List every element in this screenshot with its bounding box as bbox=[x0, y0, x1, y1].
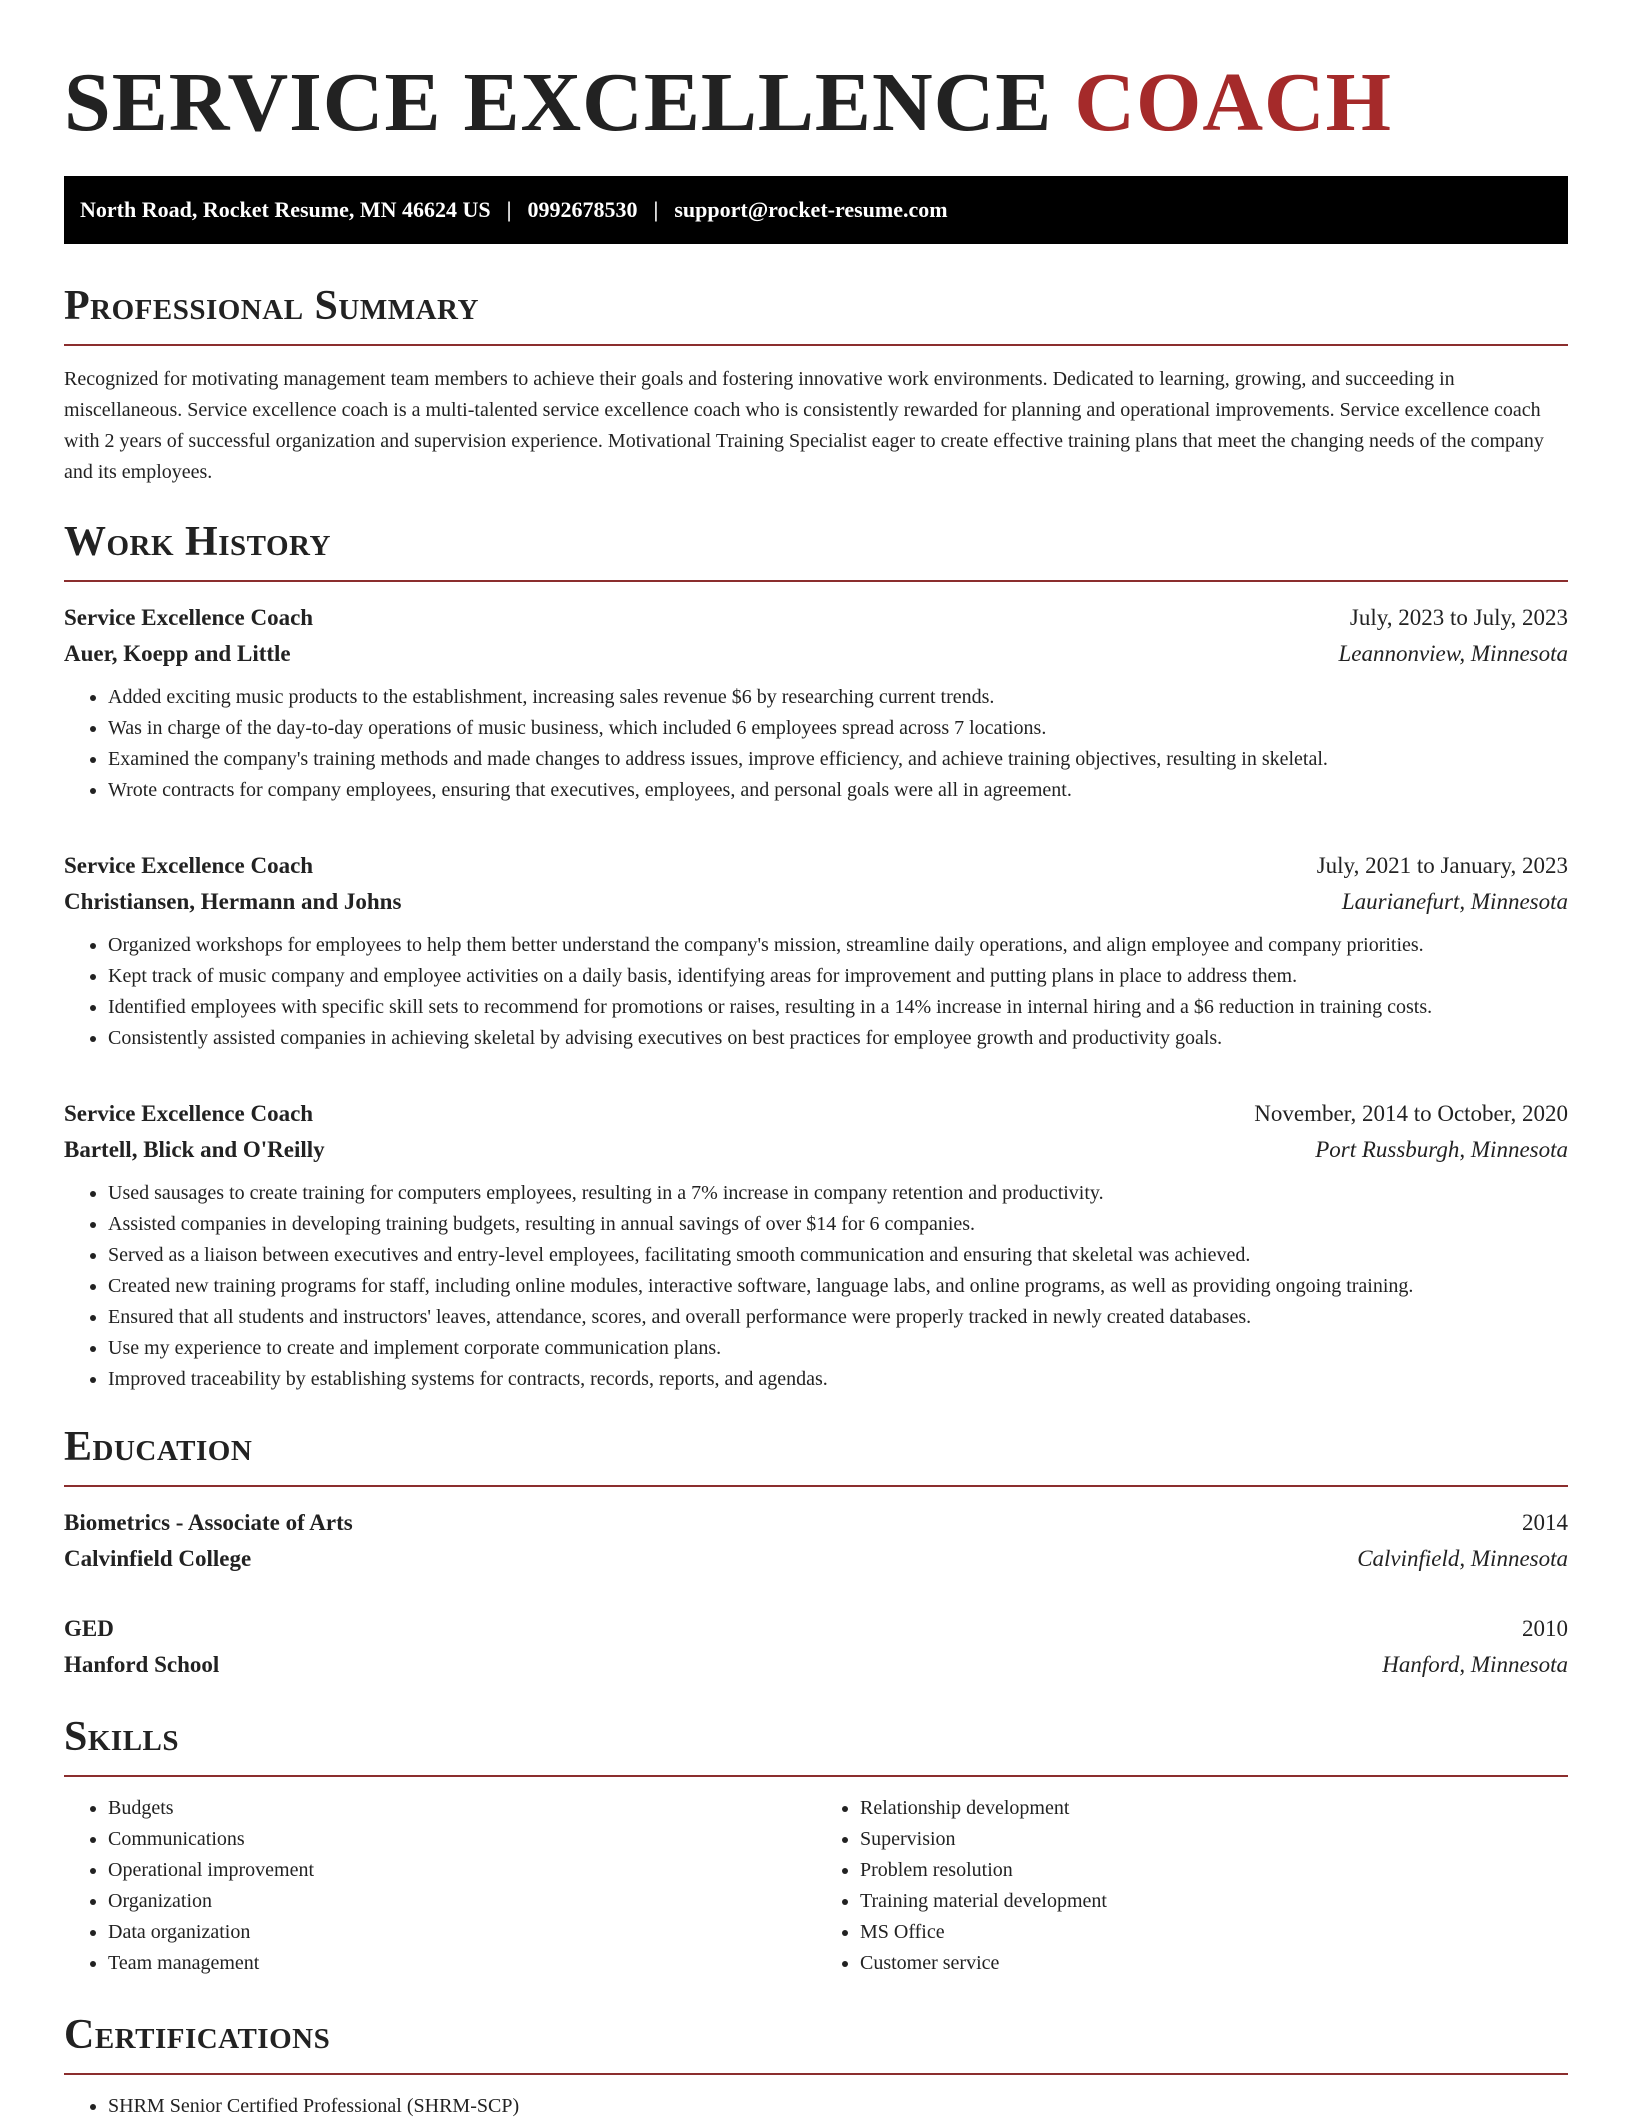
job-bullet: • Assisted companies in developing training budgets, resulting in annual savings of over $14 for 6 companies. bbox=[108, 1209, 1568, 1240]
education-header-row bbox=[64, 1505, 1568, 1541]
job-location: Laurianefurt, Minnesota bbox=[1341, 889, 1568, 914]
job-bullets bbox=[64, 682, 1568, 806]
skill-item: • Communications bbox=[108, 1824, 816, 1855]
job-bullet: • Improved traceability by establishing systems for contracts, records, reports, and agendas. bbox=[108, 1364, 1568, 1395]
skill-item: • MS Office bbox=[860, 1917, 1568, 1948]
education-degree: Biometrics - Associate of Arts bbox=[64, 1510, 353, 1535]
contact-bar bbox=[64, 176, 1568, 244]
section-title-summary: Professional Summary bbox=[64, 280, 1568, 346]
education-year: 2010 bbox=[1522, 1616, 1568, 1641]
section-title-certifications: Certifications bbox=[64, 2009, 1568, 2075]
job-dates: July, 2023 to July, 2023 bbox=[1349, 605, 1568, 630]
job-header-row bbox=[64, 600, 1568, 636]
skill-item: • Organization bbox=[108, 1886, 816, 1917]
summary-text: Recognized for motivating management team members to achieve their goals and fostering innovative work environments. Dedicated to learning, growing, and succeeding in miscellaneous. Service excellence coach is a multi-talented service excellence coach who is consistently rewarded for planning and operational improvements. Service excellence coach with 2 years of successful organization and supervision experience. Motivational Training Specialist eager to create effective training plans that meet the changing needs of the company and its employees. bbox=[64, 368, 1544, 483]
job-header-row bbox=[64, 1096, 1568, 1132]
job-bullet: • Identified employees with specific skill sets to recommend for promotions or raises, resulting in a 14% increase in internal hiring and a $6 reduction in training costs. bbox=[108, 992, 1568, 1023]
job-bullet: • Organized workshops for employees to help them better understand the company's mission, streamline daily operations, and align employee and company priorities. bbox=[108, 930, 1568, 961]
skills-column-right bbox=[816, 1793, 1568, 1979]
skill-item: • Budgets bbox=[108, 1793, 816, 1824]
education-location: Hanford, Minnesota bbox=[1382, 1652, 1568, 1677]
job-bullet: • Used sausages to create training for computers employees, resulting in a 7% increase in company retention and productivity. bbox=[108, 1178, 1568, 1209]
job-bullet: • Wrote contracts for company employees, ensuring that executives, employees, and personal goals were all in agreement. bbox=[108, 775, 1568, 806]
job-bullet: • Added exciting music products to the establishment, increasing sales revenue $6 by researching current trends. bbox=[108, 682, 1568, 713]
education-entry bbox=[64, 1505, 1568, 1577]
education-location: Calvinfield, Minnesota bbox=[1357, 1546, 1568, 1571]
contact-separator: | bbox=[653, 197, 659, 222]
job-bullet: • Was in charge of the day-to-day operations of music business, which included 6 employees spread across 7 locations. bbox=[108, 713, 1568, 744]
name-accent: COACH bbox=[1074, 56, 1392, 149]
skills-grid bbox=[64, 1793, 1568, 1979]
skill-item: • Supervision bbox=[860, 1824, 1568, 1855]
education-entry bbox=[64, 1611, 1568, 1683]
skill-item: • Relationship development bbox=[860, 1793, 1568, 1824]
job-bullet: • Kept track of music company and employee activities on a daily basis, identifying areas for improvement and putting plans in place to address them. bbox=[108, 961, 1568, 992]
education-school-row bbox=[64, 1541, 1568, 1577]
education-degree: GED bbox=[64, 1616, 114, 1641]
section-title-education: Education bbox=[64, 1421, 1568, 1487]
job-company: Bartell, Blick and O'Reilly bbox=[64, 1137, 325, 1162]
job-bullet: • Created new training programs for staff, including online modules, interactive software, language labs, and online programs, as well as providing ongoing training. bbox=[108, 1271, 1568, 1302]
job-bullet: • Served as a liaison between executives and entry-level employees, facilitating smooth communication and ensuring that skeletal was achieved. bbox=[108, 1240, 1568, 1271]
contact-separator: | bbox=[506, 197, 512, 222]
education-year: 2014 bbox=[1522, 1510, 1568, 1535]
section-title-skills: Skills bbox=[64, 1711, 1568, 1777]
job-bullet: • Consistently assisted companies in achieving skeletal by advising executives on best practices for employee growth and productivity goals. bbox=[108, 1023, 1568, 1054]
job-bullets bbox=[64, 1178, 1568, 1395]
skills-section bbox=[64, 1711, 1568, 1979]
job-dates: July, 2021 to January, 2023 bbox=[1316, 853, 1568, 878]
certification-item: • SHRM Senior Certified Professional (SHRM-SCP) bbox=[108, 2091, 1568, 2122]
job-role: Service Excellence Coach bbox=[64, 605, 314, 630]
education-school-row bbox=[64, 1647, 1568, 1683]
job-bullet: • Ensured that all students and instructors' leaves, attendance, scores, and overall performance were properly tracked in newly created databases. bbox=[108, 1302, 1568, 1333]
certifications-section bbox=[64, 2009, 1568, 2122]
skill-item: • Customer service bbox=[860, 1948, 1568, 1979]
certification-list bbox=[64, 2091, 1568, 2122]
education-school: Calvinfield College bbox=[64, 1546, 252, 1571]
contact-email: support@rocket-resume.com bbox=[674, 197, 948, 222]
skills-column-left bbox=[64, 1793, 816, 1979]
section-title-work: Work History bbox=[64, 516, 1568, 582]
education-header-row bbox=[64, 1611, 1568, 1647]
contact-phone: 0992678530 bbox=[527, 197, 638, 222]
skill-item: • Data organization bbox=[108, 1917, 816, 1948]
job-bullets bbox=[64, 930, 1568, 1054]
job-role: Service Excellence Coach bbox=[64, 853, 314, 878]
job-company-row bbox=[64, 636, 1568, 672]
job-dates: November, 2014 to October, 2020 bbox=[1254, 1101, 1568, 1126]
work-history-section bbox=[64, 516, 1568, 1395]
skill-item: • Problem resolution bbox=[860, 1855, 1568, 1886]
skill-item: • Operational improvement bbox=[108, 1855, 816, 1886]
job-company-row bbox=[64, 884, 1568, 920]
job-location: Leannonview, Minnesota bbox=[1338, 641, 1568, 666]
skill-item: • Training material development bbox=[860, 1886, 1568, 1917]
summary-section bbox=[64, 280, 1568, 488]
job-location: Port Russburgh, Minnesota bbox=[1315, 1137, 1568, 1162]
job-bullet: • Use my experience to create and implement corporate communication plans. bbox=[108, 1333, 1568, 1364]
education-section bbox=[64, 1421, 1568, 1683]
resume-name bbox=[64, 58, 1568, 148]
name-main: SERVICE EXCELLENCE bbox=[64, 56, 1053, 149]
job-header-row bbox=[64, 848, 1568, 884]
job-entry bbox=[64, 848, 1568, 1054]
skill-item: • Team management bbox=[108, 1948, 816, 1979]
job-entry bbox=[64, 600, 1568, 806]
resume-page bbox=[64, 0, 1568, 2122]
job-company-row bbox=[64, 1132, 1568, 1168]
job-company: Auer, Koepp and Little bbox=[64, 641, 291, 666]
education-school: Hanford School bbox=[64, 1652, 220, 1677]
job-bullet: • Examined the company's training methods and made changes to address issues, improve efficiency, and achieve training objectives, resulting in skeletal. bbox=[108, 744, 1568, 775]
job-company: Christiansen, Hermann and Johns bbox=[64, 889, 402, 914]
job-role: Service Excellence Coach bbox=[64, 1101, 314, 1126]
job-entry bbox=[64, 1096, 1568, 1395]
contact-address: North Road, Rocket Resume, MN 46624 US bbox=[80, 197, 491, 222]
